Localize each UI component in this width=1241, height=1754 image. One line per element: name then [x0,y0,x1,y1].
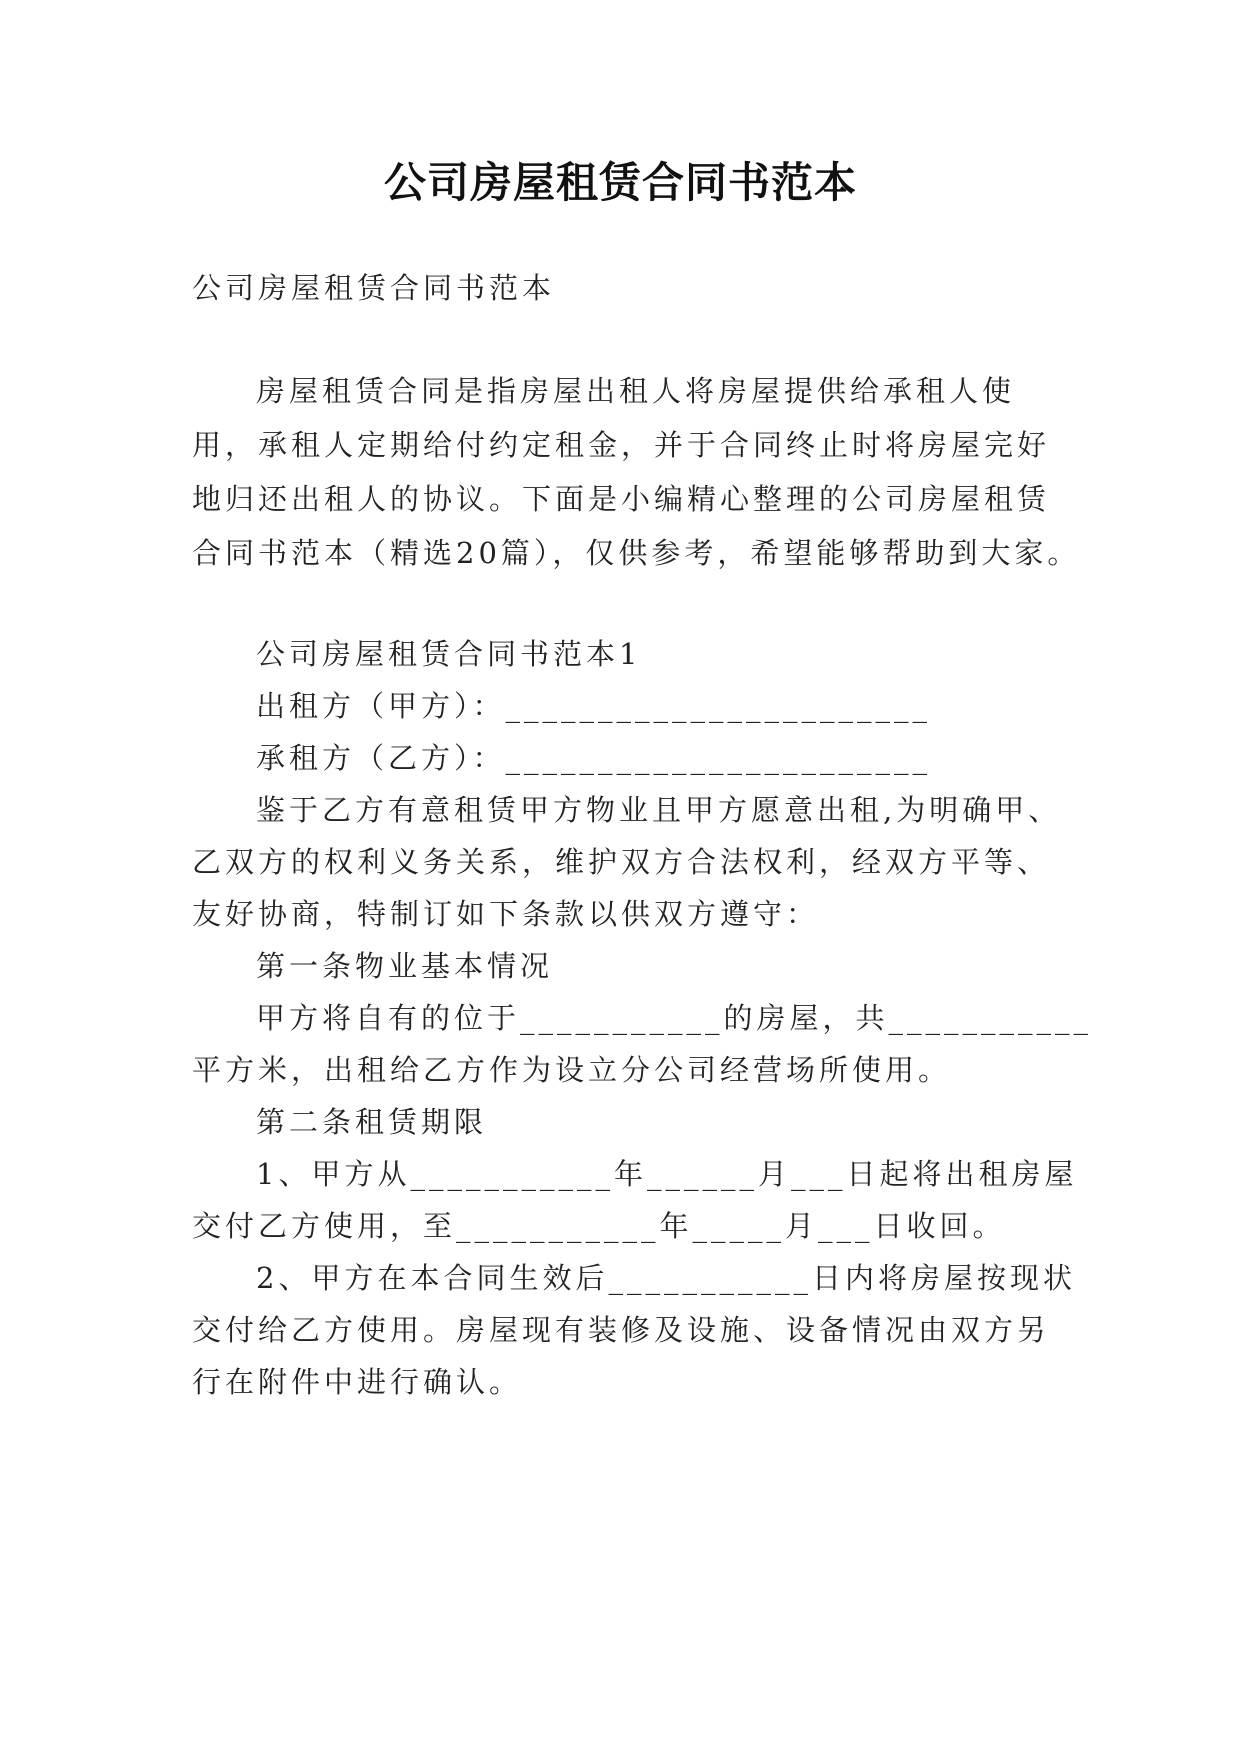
article2-item2-line-2: 交付给乙方使用。房屋现有装修及设施、设备情况由双方另 [192,1313,1051,1347]
preamble-line-1: 鉴于乙方有意租赁甲方物业且甲方愿意出租,为明确甲、 [256,793,1062,827]
intro-line-2: 用，承租人定期给付约定租金，并于合同终止时将房屋完好 [192,428,1051,462]
article2-item2-line-1: 2、甲方在本合同生效后___________日内将房屋按现状 [256,1261,1076,1295]
article2-item2-line-3: 行在附件中进行确认。 [192,1365,523,1399]
document-title: 公司房屋租赁合同书范本 [383,158,857,207]
article2-item1-line-1: 1、甲方从___________年______月___日起将出租房屋 [256,1157,1078,1191]
preamble-line-3: 友好协商，特制订如下条款以供双方遵守： [192,897,820,931]
intro-line-4: 合同书范本（精选20篇），仅供参考，希望能够帮助到大家。 [192,536,1081,570]
article1-line-2: 平方米，出租给乙方作为设立分公司经营场所使用。 [192,1053,952,1087]
preamble-line-2: 乙双方的权利义务关系，维护双方合法权利，经双方平等、 [192,845,1051,879]
document-subtitle: 公司房屋租赁合同书范本 [192,271,556,305]
intro-line-3: 地归还出租人的协议。下面是小编精心整理的公司房屋租赁 [192,482,1051,516]
lessee-line: 承租方（乙方）：_______________________ [256,741,932,775]
lessor-line: 出租方（甲方）：_______________________ [256,689,932,723]
intro-line-1: 房屋租赁合同是指房屋出租人将房屋提供给承租人使 [256,374,1016,408]
article1-line-1: 甲方将自有的位于___________的房屋，共___________ [256,1001,1093,1035]
article2-heading: 第二条租赁期限 [256,1105,488,1139]
article2-item1-line-2: 交付乙方使用，至___________年_____月___日收回。 [192,1209,1006,1243]
section-heading: 公司房屋租赁合同书范本1 [256,637,642,671]
article1-heading: 第一条物业基本情况 [256,949,554,983]
